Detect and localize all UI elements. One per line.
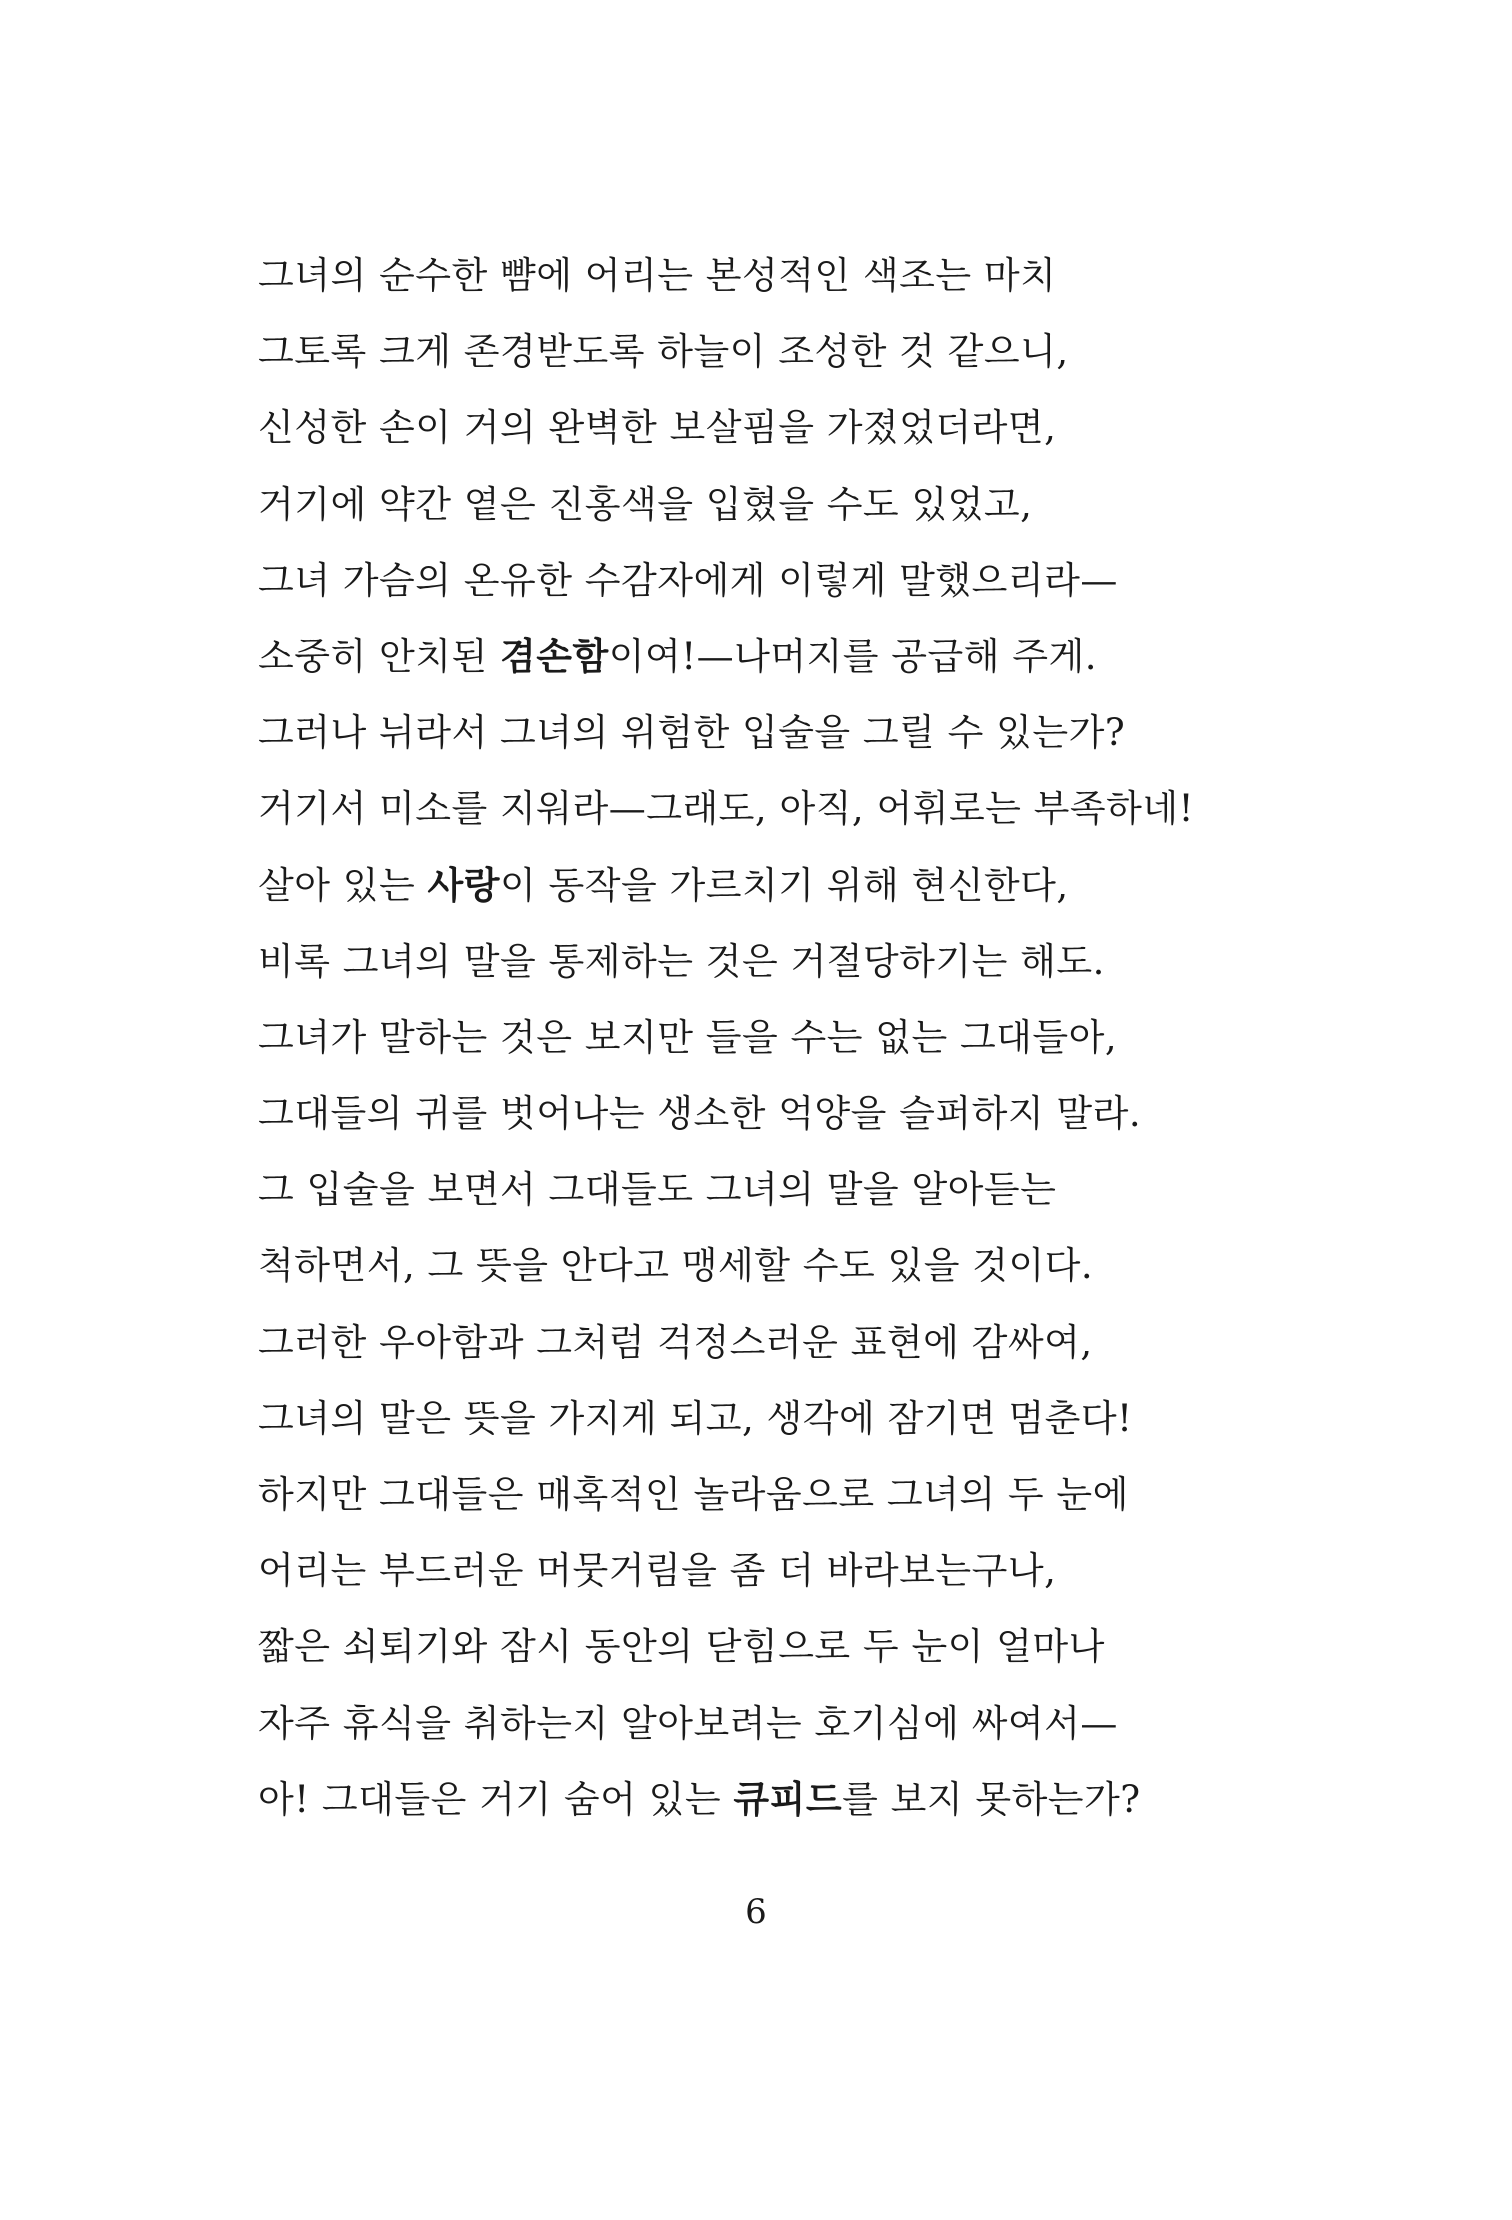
line-text: 이 동작을 가르치기 위해 현신한다, [499,863,1069,907]
line-text: 살아 있는 [258,863,428,907]
poem-line [258,1469,1358,1545]
poem-line [258,1240,1358,1316]
poem-line [258,250,1358,326]
line-text: 짧은 쇠퇴기와 잠시 동안의 닫힘으로 두 눈이 얼마나 [258,1625,1105,1669]
line-text: 그러나 뉘라서 그녀의 위험한 입술을 그릴 수 있는가? [258,711,1126,755]
poem-body [258,250,1358,1850]
line-text: 이여!—나머지를 공급해 주게. [608,634,1098,678]
line-text: 소중히 안치된 [258,634,500,678]
line-text: 그녀의 말은 뜻을 가지게 되고, 생각에 잠기면 멈춘다! [258,1396,1133,1440]
poem-line [258,479,1358,555]
line-text: 어리는 부드러운 머뭇거림을 좀 더 바라보는구나, [258,1549,1057,1593]
page-number: 6 [745,1892,767,1932]
poem-line [258,1317,1358,1393]
poem-line [258,555,1358,631]
poem-line [258,402,1358,478]
emphasized-word: 큐피드 [733,1777,843,1821]
poem-line [258,1012,1358,1088]
line-text: 거기에 약간 옅은 진홍색을 입혔을 수도 있었고, [258,482,1033,526]
line-text: 그러한 우아함과 그처럼 걱정스러운 표현에 감싸여, [258,1320,1093,1364]
line-text: 그토록 크게 존경받도록 하늘이 조성한 것 같으니, [258,330,1069,374]
poem-line [258,936,1358,1012]
line-text: 자주 휴식을 취하는지 알아보려는 호기심에 싸여서— [258,1701,1118,1745]
line-text: 그 입술을 보면서 그대들도 그녀의 말을 알아듣는 [258,1168,1057,1212]
line-text: 그녀가 말하는 것은 보지만 들을 수는 없는 그대들아, [258,1015,1118,1059]
emphasized-word: 겸손함 [499,634,609,678]
line-text: 비록 그녀의 말을 통제하는 것은 거절당하기는 해도. [258,939,1105,983]
poem-line [258,860,1358,936]
line-text: 를 보지 못하는가? [842,1777,1141,1821]
line-text: 그대들의 귀를 벗어나는 생소한 억양을 슬퍼하지 말라. [258,1092,1142,1136]
poem-line [258,1545,1358,1621]
poem-line [258,631,1358,707]
line-text: 신성한 손이 거의 완벽한 보살핌을 가졌었더라면, [258,406,1057,450]
line-text: 그녀 가슴의 온유한 수감자에게 이렇게 말했으리라— [258,558,1118,602]
line-text: 거기서 미소를 지워라—그래도, 아직, 어휘로는 부족하네! [258,787,1195,831]
line-text: 그녀의 순수한 뺨에 어리는 본성적인 색조는 마치 [258,254,1057,297]
poem-line [258,1088,1358,1164]
poem-line [258,1621,1358,1697]
poem-line [258,783,1358,859]
line-text: 하지만 그대들은 매혹적인 놀라움으로 그녀의 두 눈에 [258,1473,1129,1516]
poem-line [258,1393,1358,1469]
emphasized-word: 사랑 [427,863,500,907]
poem-line [258,1774,1358,1850]
poem-line [258,1164,1358,1240]
poem-line [258,707,1358,783]
poem-line [258,326,1358,402]
line-text: 아! 그대들은 거기 숨어 있는 [258,1777,734,1821]
line-text: 척하면서, 그 뜻을 안다고 맹세할 수도 있을 것이다. [258,1244,1094,1288]
poem-line [258,1698,1358,1774]
